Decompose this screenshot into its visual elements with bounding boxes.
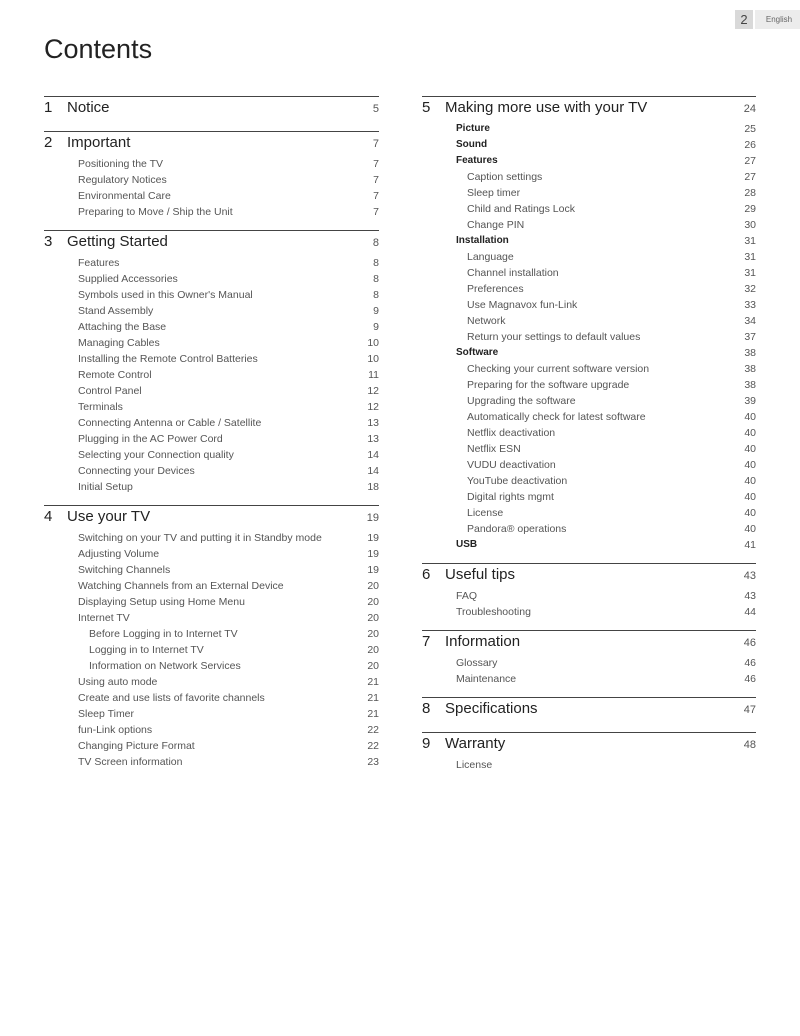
entry-label: Automatically check for latest software: [467, 411, 646, 423]
section-title: Warranty: [445, 735, 506, 752]
entry-page: 20: [367, 660, 379, 672]
toc-entry[interactable]: [422, 521, 756, 537]
entry-page: 7: [373, 190, 379, 202]
entry-page: 40: [744, 475, 756, 487]
entry-label: Switching Channels: [78, 564, 171, 576]
toc-entry[interactable]: [422, 169, 756, 185]
toc-entry[interactable]: [422, 505, 756, 521]
toc-entry[interactable]: [44, 447, 379, 463]
page-number: 2: [735, 10, 753, 29]
entry-label: Sound: [456, 139, 488, 150]
toc-left-column: [44, 96, 379, 780]
toc-entry[interactable]: [44, 610, 379, 626]
toc-entry[interactable]: [44, 562, 379, 578]
section-number: 7: [422, 633, 431, 650]
entry-label: Logging in to Internet TV: [89, 644, 204, 656]
entry-label: Connecting Antenna or Cable / Satellite: [78, 417, 262, 429]
entry-label: Watching Channels from an External Device: [78, 580, 284, 592]
page-title: Contents: [44, 34, 153, 64]
toc-entry[interactable]: [44, 626, 379, 642]
entry-label: Attaching the Base: [78, 321, 167, 333]
section-title: Getting Started: [67, 233, 168, 250]
entry-page: 20: [367, 580, 379, 592]
toc-entry[interactable]: [44, 319, 379, 335]
entry-page: 25: [744, 123, 756, 135]
entry-page: 32: [744, 283, 756, 295]
toc-entry[interactable]: [422, 345, 756, 361]
entry-page: 27: [744, 155, 756, 167]
entry-page: 19: [367, 532, 379, 544]
entry-page: 46: [744, 657, 756, 669]
entry-page: 21: [367, 692, 379, 704]
toc-entry[interactable]: [44, 287, 379, 303]
entry-label: Return your settings to default values: [467, 331, 641, 343]
section-heading[interactable]: [422, 97, 756, 121]
toc-entry[interactable]: [44, 271, 379, 287]
toc-entry[interactable]: [44, 530, 379, 546]
entry-label: Plugging in the AC Power Cord: [78, 433, 223, 445]
toc-entry[interactable]: [44, 546, 379, 562]
toc-entry[interactable]: [44, 204, 379, 220]
entry-label: YouTube deactivation: [467, 475, 568, 487]
section-page: 7: [372, 138, 379, 150]
section-page: 5: [372, 103, 379, 115]
entry-label: FAQ: [456, 590, 478, 602]
toc-entry[interactable]: [44, 463, 379, 479]
entry-page: 28: [744, 187, 756, 199]
entry-page: 20: [367, 596, 379, 608]
entry-label: Terminals: [78, 401, 123, 413]
toc-entry[interactable]: [422, 313, 756, 329]
entry-page: 31: [744, 267, 756, 279]
toc-section: [422, 697, 756, 732]
entry-label: License: [467, 507, 504, 519]
entry-page: 41: [744, 539, 756, 551]
entry-label: Child and Ratings Lock: [467, 203, 575, 215]
entry-page: 43: [744, 590, 756, 602]
toc-entry[interactable]: [422, 121, 756, 137]
entry-label: Use Magnavox fun-Link: [467, 299, 578, 311]
section-page: 8: [372, 237, 379, 249]
toc-section: [422, 732, 756, 783]
section-number: 9: [422, 735, 431, 752]
toc-entry[interactable]: [44, 255, 379, 271]
section-heading[interactable]: [422, 564, 756, 588]
entry-label: Change PIN: [467, 219, 525, 231]
entry-label: Language: [467, 251, 514, 263]
entry-label: Netflix deactivation: [467, 427, 556, 439]
section-number: 3: [44, 233, 53, 250]
toc-entry[interactable]: [44, 690, 379, 706]
toc-entry[interactable]: [422, 457, 756, 473]
toc-entry[interactable]: [422, 281, 756, 297]
section-title: Information: [445, 633, 521, 650]
entry-label: Control Panel: [78, 385, 142, 397]
entry-label: Regulatory Notices: [78, 174, 167, 186]
entry-page: 13: [367, 417, 379, 429]
entry-page: 26: [744, 139, 756, 151]
entry-label: Preparing to Move / Ship the Unit: [78, 206, 233, 218]
section-number: 1: [44, 99, 53, 116]
toc-entry[interactable]: [422, 757, 756, 773]
entry-page: 22: [367, 724, 379, 736]
entry-page: 23: [367, 756, 379, 768]
entry-label: Picture: [456, 123, 490, 134]
entry-page: 11: [368, 369, 379, 381]
section-heading[interactable]: [44, 132, 379, 156]
entry-page: 38: [744, 347, 756, 359]
section-page: 48: [743, 739, 756, 751]
page-badge: [735, 10, 800, 29]
entry-page: 30: [744, 219, 756, 231]
section-number: 8: [422, 700, 431, 717]
entry-label: Internet TV: [78, 612, 130, 624]
entry-label: License: [456, 759, 493, 771]
toc-entry[interactable]: [44, 303, 379, 319]
entry-label: Features: [456, 155, 498, 166]
entry-label: Remote Control: [78, 369, 152, 381]
entry-label: Adjusting Volume: [78, 548, 160, 560]
toc-section: [44, 131, 379, 230]
entry-page: 14: [367, 465, 379, 477]
toc-entry[interactable]: [44, 188, 379, 204]
entry-page: 27: [744, 171, 756, 183]
entry-page: 39: [744, 395, 756, 407]
toc-entry[interactable]: [422, 409, 756, 425]
toc-section: [422, 96, 756, 563]
toc-section: [44, 96, 379, 131]
toc-entry[interactable]: [422, 265, 756, 281]
toc-entry[interactable]: [422, 537, 756, 553]
section-number: 5: [422, 99, 431, 116]
toc-section: [422, 563, 756, 630]
toc-section: [44, 505, 379, 780]
toc-entry[interactable]: [422, 655, 756, 671]
entry-label: Netflix ESN: [467, 443, 521, 455]
section-page: 46: [743, 637, 756, 649]
entry-page: 40: [744, 427, 756, 439]
entry-label: Upgrading the software: [467, 395, 576, 407]
entry-label: Features: [78, 257, 120, 269]
section-page: 19: [366, 512, 379, 524]
entry-label: Managing Cables: [78, 337, 160, 349]
toc-entry[interactable]: [422, 377, 756, 393]
section-number: 6: [422, 566, 431, 583]
entry-label: Using auto mode: [78, 676, 158, 688]
entry-label: Stand Assembly: [78, 305, 154, 317]
entry-page: 9: [373, 321, 379, 333]
toc-entry[interactable]: [422, 329, 756, 345]
section-heading[interactable]: [44, 231, 379, 255]
entry-label: Before Logging in to Internet TV: [89, 628, 238, 640]
entry-label: Environmental Care: [78, 190, 171, 202]
entry-page: 22: [367, 740, 379, 752]
toc-entry[interactable]: [44, 415, 379, 431]
section-title: Making more use with your TV: [445, 99, 648, 116]
section-title: Specifications: [445, 700, 538, 717]
entry-label: Checking your current software version: [467, 363, 650, 375]
section-title: Notice: [67, 99, 110, 116]
section-page: 24: [743, 103, 756, 115]
section-heading[interactable]: [44, 97, 379, 121]
toc-entry[interactable]: [422, 671, 756, 687]
section-heading[interactable]: [422, 733, 756, 757]
entry-page: 40: [744, 459, 756, 471]
entry-page: 31: [744, 251, 756, 263]
toc-entry[interactable]: [44, 594, 379, 610]
toc-entry[interactable]: [44, 706, 379, 722]
toc-entry[interactable]: [44, 367, 379, 383]
section-heading[interactable]: [422, 698, 756, 722]
entry-label: Digital rights mgmt: [467, 491, 554, 503]
section-title: Use your TV: [67, 508, 151, 525]
entry-label: fun-Link options: [78, 724, 153, 736]
section-heading[interactable]: [44, 506, 379, 530]
entry-page: 12: [367, 401, 379, 413]
toc-entry[interactable]: [422, 137, 756, 153]
entry-label: USB: [456, 539, 478, 550]
entry-label: Network: [467, 315, 506, 327]
entry-page: 40: [744, 491, 756, 503]
entry-page: 38: [744, 363, 756, 375]
entry-page: 40: [744, 411, 756, 423]
toc-entry[interactable]: [422, 489, 756, 505]
section-number: 2: [44, 134, 53, 151]
entry-label: Connecting your Devices: [78, 465, 195, 477]
entry-page: 46: [744, 673, 756, 685]
toc-entry[interactable]: [44, 335, 379, 351]
entry-page: 20: [367, 628, 379, 640]
entry-page: 29: [744, 203, 756, 215]
entry-label: Troubleshooting: [456, 606, 531, 618]
entry-label: Symbols used in this Owner's Manual: [78, 289, 253, 301]
entry-page: 8: [373, 257, 379, 269]
toc-entry[interactable]: [44, 431, 379, 447]
entry-label: Software: [456, 347, 499, 358]
entry-label: VUDU deactivation: [467, 459, 556, 471]
entry-page: 9: [373, 305, 379, 317]
toc-entry[interactable]: [44, 479, 379, 495]
toc-entry[interactable]: [422, 217, 756, 233]
language-label: English: [755, 10, 800, 29]
entry-label: Channel installation: [467, 267, 559, 279]
entry-label: TV Screen information: [78, 756, 183, 768]
entry-page: 33: [744, 299, 756, 311]
entry-page: 40: [744, 523, 756, 535]
entry-page: 21: [367, 676, 379, 688]
entry-page: 12: [367, 385, 379, 397]
toc-section: [422, 630, 756, 697]
entry-label: Pandora® operations: [467, 523, 567, 535]
entry-label: Positioning the TV: [78, 158, 164, 170]
entry-page: 44: [744, 606, 756, 618]
entry-label: Caption settings: [467, 171, 543, 183]
toc-entry[interactable]: [44, 172, 379, 188]
entry-page: 40: [744, 443, 756, 455]
entry-label: Installing the Remote Control Batteries: [78, 353, 258, 365]
toc-entry[interactable]: [422, 233, 756, 249]
toc-entry[interactable]: [44, 738, 379, 754]
toc-entry[interactable]: [422, 153, 756, 169]
toc-section: [44, 230, 379, 505]
toc-entry[interactable]: [44, 754, 379, 770]
entry-page: 10: [367, 337, 379, 349]
entry-label: Installation: [456, 235, 509, 246]
toc-entry[interactable]: [44, 351, 379, 367]
toc-entry[interactable]: [422, 393, 756, 409]
entry-page: 37: [744, 331, 756, 343]
entry-page: 13: [367, 433, 379, 445]
toc-entry[interactable]: [422, 604, 756, 620]
toc-entry[interactable]: [44, 642, 379, 658]
toc-entry[interactable]: [44, 383, 379, 399]
entry-page: 7: [373, 174, 379, 186]
section-page: 47: [743, 704, 756, 716]
toc-entry[interactable]: [422, 185, 756, 201]
toc-entry[interactable]: [44, 674, 379, 690]
section-number: 4: [44, 508, 53, 525]
entry-label: Create and use lists of favorite channels: [78, 692, 265, 704]
entry-label: Switching on your TV and putting it in Standby mode: [78, 532, 322, 544]
entry-page: 7: [373, 206, 379, 218]
entry-label: Glossary: [456, 657, 498, 669]
section-page: 43: [743, 570, 756, 582]
section-heading[interactable]: [422, 631, 756, 655]
toc-entry[interactable]: [422, 441, 756, 457]
toc-entry[interactable]: [44, 399, 379, 415]
entry-page: 19: [367, 548, 379, 560]
entry-page: 8: [373, 273, 379, 285]
entry-page: 18: [367, 481, 379, 493]
toc-entry[interactable]: [422, 425, 756, 441]
toc-entry[interactable]: [422, 249, 756, 265]
entry-page: 38: [744, 379, 756, 391]
entry-label: Sleep timer: [467, 187, 521, 199]
toc-entry[interactable]: [44, 722, 379, 738]
entry-label: Displaying Setup using Home Menu: [78, 596, 245, 608]
entry-label: Maintenance: [456, 673, 517, 685]
entry-page: 40: [744, 507, 756, 519]
entry-page: 8: [373, 289, 379, 301]
entry-label: Supplied Accessories: [78, 273, 178, 285]
toc-entry[interactable]: [44, 578, 379, 594]
toc-entry[interactable]: [422, 297, 756, 313]
toc-entry[interactable]: [422, 361, 756, 377]
entry-page: 7: [373, 158, 379, 170]
entry-label: Changing Picture Format: [78, 740, 195, 752]
toc-entry[interactable]: [422, 588, 756, 604]
entry-page: 34: [744, 315, 756, 327]
entry-page: 14: [367, 449, 379, 461]
toc-entry[interactable]: [44, 156, 379, 172]
toc-entry[interactable]: [44, 658, 379, 674]
toc-entry[interactable]: [422, 201, 756, 217]
toc-entry[interactable]: [422, 473, 756, 489]
entry-label: Initial Setup: [78, 481, 133, 493]
toc-right-column: [422, 96, 756, 783]
entry-page: 21: [367, 708, 379, 720]
entry-label: Preparing for the software upgrade: [467, 379, 630, 391]
entry-label: Sleep Timer: [78, 708, 135, 720]
entry-label: Information on Network Services: [89, 660, 241, 672]
entry-page: 10: [367, 353, 379, 365]
entry-page: [726, 757, 756, 773]
entry-page: 19: [367, 564, 379, 576]
entry-label: Selecting your Connection quality: [78, 449, 234, 461]
entry-page: 20: [367, 644, 379, 656]
section-title: Important: [67, 134, 131, 151]
section-title: Useful tips: [445, 566, 516, 583]
entry-page: 20: [367, 612, 379, 624]
entry-page: 31: [744, 235, 756, 247]
entry-label: Preferences: [467, 283, 524, 295]
